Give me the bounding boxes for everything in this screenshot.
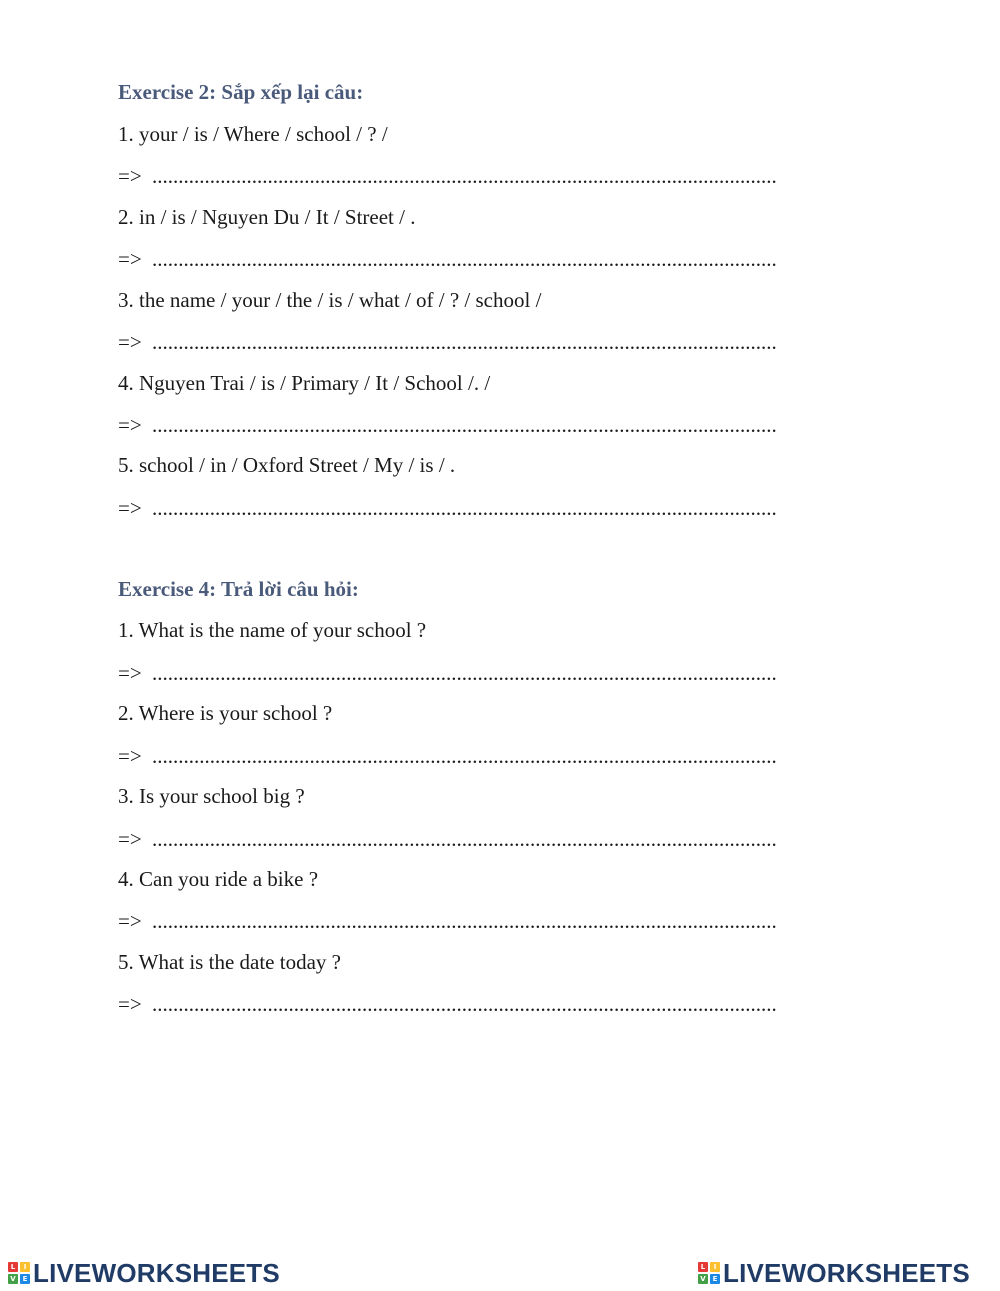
exercise-4-item-4: 4. Can you ride a bike ? <box>118 867 319 891</box>
answer-arrow: => <box>118 247 142 271</box>
answer-arrow: => <box>118 827 142 851</box>
logo-mark-letter: I <box>710 1262 720 1272</box>
exercise-4-item-3: 3. Is your school big ? <box>118 784 305 808</box>
exercise-4-heading: Exercise 4: Trả lời câu hỏi: <box>118 577 359 601</box>
exercise-4-answer-line-5[interactable] <box>118 992 858 1017</box>
exercise-4-answer-line-3[interactable] <box>118 827 858 852</box>
logo-mark-letter: V <box>698 1274 708 1284</box>
liveworksheets-mark-icon <box>8 1262 30 1284</box>
answer-arrow: => <box>118 164 142 188</box>
exercise-4-answer-line-2[interactable] <box>118 744 858 769</box>
answer-dots: ....................................................................................................................... <box>152 330 777 354</box>
answer-dots: ....................................................................................................................... <box>152 909 777 933</box>
answer-dots: ....................................................................................................................... <box>152 496 777 520</box>
answer-dots: ....................................................................................................................... <box>152 827 777 851</box>
answer-dots: ....................................................................................................................... <box>152 992 777 1016</box>
exercise-2-item-5: 5. school / in / Oxford Street / My / is / . <box>118 453 456 477</box>
exercise-2-item-4: 4. Nguyen Trai / is / Primary / It / School /. / <box>118 371 491 395</box>
logo-mark-letter: E <box>710 1274 720 1284</box>
exercise-4-item-2: 2. Where is your school ? <box>118 701 333 725</box>
liveworksheets-logo-left[interactable] <box>8 1259 280 1287</box>
answer-arrow: => <box>118 744 142 768</box>
exercise-4-answer-line-1[interactable] <box>118 661 858 686</box>
answer-arrow: => <box>118 330 142 354</box>
liveworksheets-logo-text: LIVEWORKSHEETS <box>33 1257 280 1288</box>
logo-mark-letter: E <box>20 1274 30 1284</box>
exercise-4-item-5: 5. What is the date today ? <box>118 950 341 974</box>
exercise-2-answer-line-1[interactable] <box>118 164 858 189</box>
exercise-2-answer-line-4[interactable] <box>118 413 858 438</box>
answer-dots: ....................................................................................................................... <box>152 661 777 685</box>
logo-mark-letter: I <box>20 1262 30 1272</box>
answer-dots: ....................................................................................................................... <box>152 413 777 437</box>
answer-dots: ....................................................................................................................... <box>152 247 777 271</box>
liveworksheets-logo-text: LIVEWORKSHEETS <box>723 1257 970 1288</box>
exercise-2-item-2: 2. in / is / Nguyen Du / It / Street / . <box>118 205 416 229</box>
answer-arrow: => <box>118 413 142 437</box>
exercise-2-answer-line-5[interactable] <box>118 496 858 521</box>
logo-mark-letter: L <box>698 1262 708 1272</box>
answer-arrow: => <box>118 661 142 685</box>
answer-arrow: => <box>118 909 142 933</box>
answer-dots: ....................................................................................................................... <box>152 164 777 188</box>
liveworksheets-logo-right[interactable] <box>698 1259 970 1287</box>
exercise-2-heading: Exercise 2: Sắp xếp lại câu: <box>118 80 364 104</box>
answer-arrow: => <box>118 496 142 520</box>
liveworksheets-mark-icon <box>698 1262 720 1284</box>
exercise-2-answer-line-3[interactable] <box>118 330 858 355</box>
answer-dots: ....................................................................................................................... <box>152 744 777 768</box>
exercise-2-answer-line-2[interactable] <box>118 247 858 272</box>
logo-mark-letter: V <box>8 1274 18 1284</box>
exercise-2-item-3: 3. the name / your / the / is / what / of / ? / school / <box>118 288 542 312</box>
exercise-4-answer-line-4[interactable] <box>118 909 858 934</box>
exercise-4-item-1: 1. What is the name of your school ? <box>118 618 427 642</box>
answer-arrow: => <box>118 992 142 1016</box>
logo-mark-letter: L <box>8 1262 18 1272</box>
exercise-2-item-1: 1. your / is / Where / school / ? / <box>118 122 388 146</box>
